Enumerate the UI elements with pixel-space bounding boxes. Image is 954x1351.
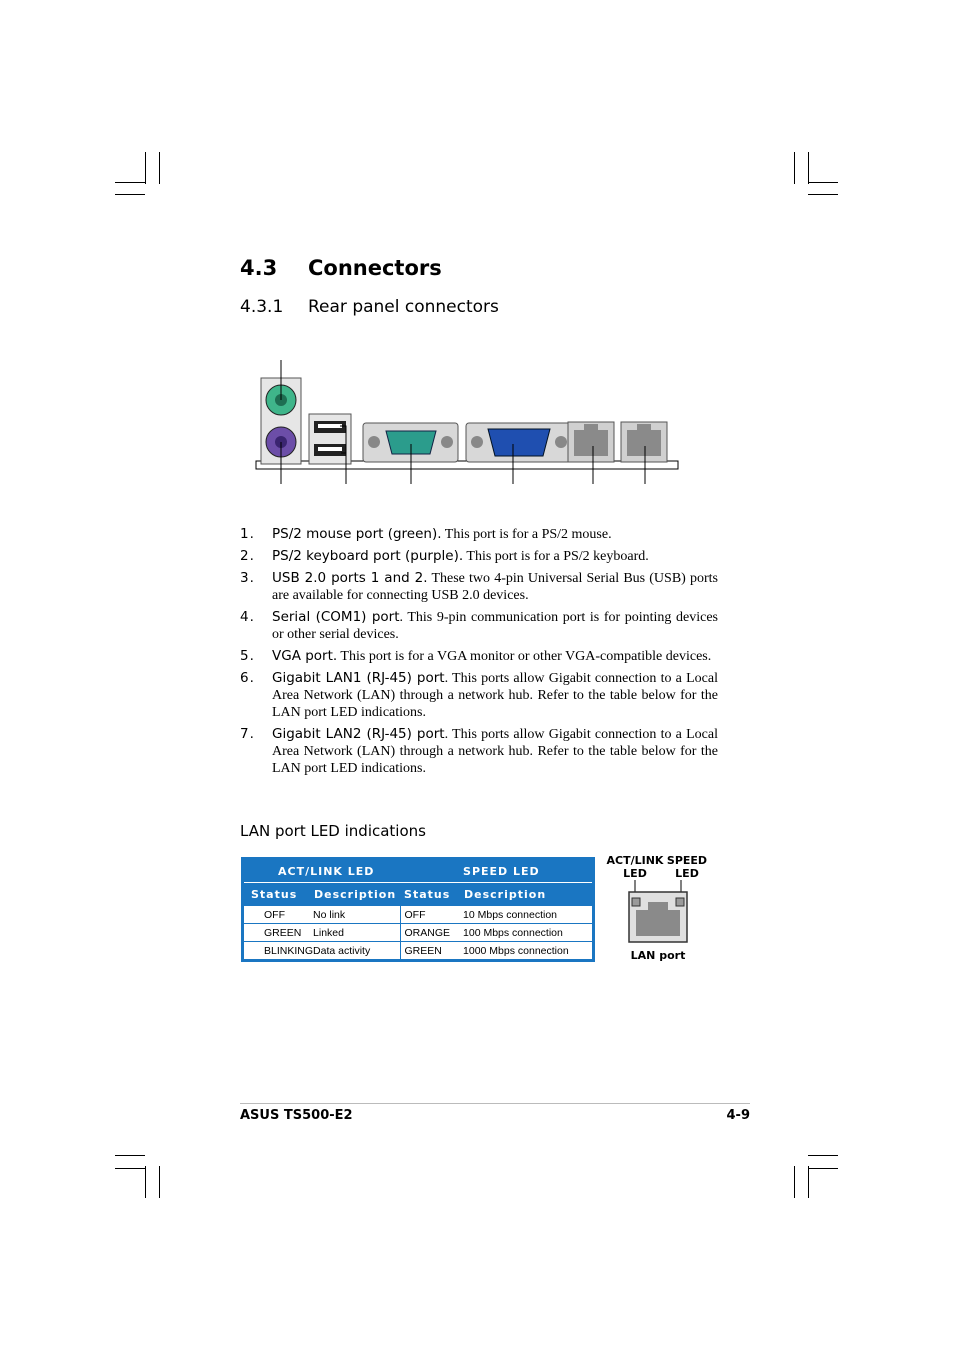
connector-list — [240, 526, 718, 782]
table-cell: Data activity — [313, 942, 400, 961]
label-line: ACT/LINK — [606, 854, 664, 867]
item-number: 7. — [240, 726, 255, 742]
usb-ports-illustration — [309, 414, 351, 464]
crop-mark — [115, 182, 145, 183]
subsection-heading — [240, 297, 499, 317]
table-cell: OFF — [243, 906, 314, 924]
rear-panel-diagram — [250, 358, 682, 488]
item-text: This port is for a PS/2 keyboard. — [463, 549, 649, 564]
list-item — [240, 570, 718, 604]
item-title: USB 2.0 ports 1 and 2. — [272, 570, 428, 586]
crop-mark — [159, 152, 160, 184]
item-text: . This ports allow Gigabit connection to a Local Area Network (LAN) through a network hub. Refer to the table below for the LAN port LED indications. — [272, 727, 718, 776]
item-title: VGA port. — [272, 648, 338, 664]
act-link-led-label — [603, 854, 667, 880]
item-number: 1. — [240, 526, 255, 542]
crop-mark — [794, 152, 795, 184]
list-item — [240, 726, 718, 777]
crop-mark — [145, 1166, 146, 1198]
table-group-header: SPEED LED — [400, 859, 593, 883]
crop-mark — [115, 1155, 145, 1156]
table-cell: GREEN — [243, 924, 314, 942]
item-number: 6. — [240, 670, 255, 686]
section-number: 4.3 — [240, 256, 278, 280]
list-item — [240, 526, 718, 543]
vga-port-illustration — [466, 423, 572, 462]
lan-port-label: LAN port — [630, 949, 686, 962]
item-text: This port is for a VGA monitor or other VGA-compatible devices. — [337, 649, 712, 664]
crop-mark — [808, 182, 838, 183]
footer-divider — [240, 1103, 750, 1104]
crop-mark — [159, 1166, 160, 1198]
table-row — [243, 924, 594, 942]
item-number: 3. — [240, 570, 255, 586]
item-text: . This ports allow Gigabit connection to a Local Area Network (LAN) through a network hub. Refer to the table below for the LAN port LED indications. — [272, 671, 718, 720]
led-section-title: LAN port LED indications — [240, 822, 426, 840]
label-line: LED — [623, 867, 647, 880]
crop-mark — [808, 1166, 809, 1198]
item-title: PS/2 mouse port (green). — [272, 526, 442, 542]
crop-mark — [808, 1168, 838, 1169]
table-cell: No link — [313, 906, 400, 924]
lan1-port-illustration — [568, 422, 614, 462]
table-cell: 1000 Mbps connection — [463, 942, 593, 961]
item-title: Serial (COM1) port — [272, 609, 400, 625]
crop-mark — [794, 1166, 795, 1198]
table-cell: 100 Mbps connection — [463, 924, 593, 942]
table-cell: BLINKING — [243, 942, 314, 961]
crop-mark — [115, 1168, 145, 1169]
item-title: Gigabit LAN1 (RJ-45) port — [272, 670, 445, 686]
crop-mark — [808, 152, 809, 184]
table-header: Status — [400, 883, 463, 907]
table-cell: GREEN — [400, 942, 463, 961]
crop-mark — [115, 194, 145, 195]
subsection-number: 4.3.1 — [240, 297, 284, 317]
crop-mark — [808, 194, 838, 195]
crop-mark — [145, 152, 146, 184]
table-group-header: ACT/LINK LED — [243, 859, 401, 883]
item-number: 4. — [240, 609, 255, 625]
subsection-title: Rear panel connectors — [308, 297, 499, 317]
list-item — [240, 648, 718, 665]
list-item — [240, 609, 718, 643]
page-number: 4-9 — [726, 1108, 750, 1123]
item-text: This port is for a PS/2 mouse. — [441, 527, 612, 542]
table-cell: ORANGE — [400, 924, 463, 942]
label-line: SPEED — [666, 854, 708, 867]
item-text: . This 9-pin communication port is for pointing devices or other serial devices. — [272, 610, 719, 642]
table-cell: Linked — [313, 924, 400, 942]
table-header: Description — [463, 883, 593, 907]
list-item — [240, 670, 718, 721]
item-title: PS/2 keyboard port (purple). — [272, 548, 464, 564]
table-row — [243, 942, 594, 961]
footer-title: ASUS TS500-E2 — [240, 1108, 353, 1123]
lan-port-icon — [626, 880, 690, 944]
table-cell: 10 Mbps connection — [463, 906, 593, 924]
item-number: 2. — [240, 548, 255, 564]
lan2-port-illustration — [621, 422, 667, 462]
label-line: LED — [675, 867, 699, 880]
table-header: Description — [313, 883, 400, 907]
crop-mark — [808, 1155, 838, 1156]
item-number: 5. — [240, 648, 255, 664]
list-item — [240, 548, 718, 565]
item-title: Gigabit LAN2 (RJ-45) port — [272, 726, 445, 742]
table-header: Status — [243, 883, 314, 907]
section-title: Connectors — [308, 256, 442, 280]
table-row — [243, 906, 594, 924]
speed-led-label — [662, 854, 712, 880]
item-text: These two 4-pin Universal Serial Bus (USB) ports are available for connecting USB 2.0 devices. — [272, 571, 718, 603]
led-table — [241, 857, 595, 962]
section-heading — [240, 256, 442, 280]
table-cell: OFF — [400, 906, 463, 924]
